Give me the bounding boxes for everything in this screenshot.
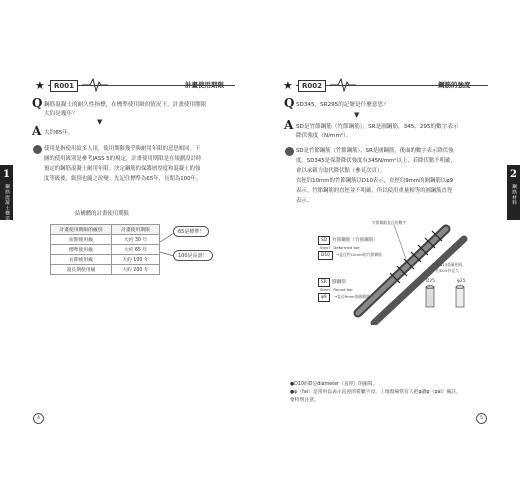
table-header-row	[51, 225, 160, 235]
page-number: 4	[33, 413, 44, 424]
table-header: 計畫使用期限的級別	[51, 225, 112, 235]
lesson-tag: R002	[298, 80, 326, 92]
table-cell: 超長期使用級	[51, 265, 112, 275]
chapter-side-tab	[507, 165, 520, 220]
chapter-number: 1	[3, 169, 10, 180]
lesson-tag: R001	[50, 80, 78, 92]
paragraph-line-5: 表示。竹節鋼筋的直徑並不明確，所以使用重量相等的圓鋼筋直徑	[296, 188, 453, 194]
sd-label: 竹節鋼筋（竹節鋼筋）	[332, 238, 378, 243]
phi9-label-box: φ9	[318, 293, 330, 302]
right-note-line-2: 但D15外徑大	[436, 268, 459, 273]
question-line-1: 鋼筋混凝土的耐久性指標，在標準使用級的情況下，計畫使用期限	[44, 102, 207, 108]
page-number: 5	[476, 413, 487, 424]
bullet-icon	[285, 147, 294, 156]
paragraph-line-1: SD是竹節鋼筋（竹節鋼筋），SR是圓鋼筋，後面的數字表示降伏強	[296, 148, 454, 154]
right-note-line-1: 與φ15重量相同，	[436, 262, 467, 267]
paragraph-line-6: 表示。	[296, 198, 313, 204]
question-line-2: 大約是幾年？	[44, 111, 78, 117]
chapter-number: 2	[510, 169, 517, 180]
star-icon: ★	[283, 79, 293, 92]
bar-cross-sections	[426, 286, 464, 308]
question-mark: Q	[284, 96, 295, 110]
table-header: 計畫使用期限	[112, 225, 160, 235]
table-row	[51, 255, 160, 265]
sr-label-box: SR	[318, 278, 330, 287]
answer-mark: A	[284, 118, 294, 132]
answer-mark: A	[32, 124, 42, 138]
table-row	[51, 265, 160, 275]
d10-description: →直徑約10mm的竹節鋼筋	[336, 252, 382, 257]
paragraph-line-2: 度。SD345是保證降伏強度有345N/mm²以上，若降伏點不明確，	[296, 158, 456, 164]
table-cell: 大約 200 年	[112, 265, 160, 275]
sd-label-box: SD	[318, 236, 330, 245]
paragraph-line-1: 使用是指使用給多人用，使用期限幾乎與耐用年限的意思相同。下	[44, 146, 201, 152]
figure-top-note: 竹節鋼筋直徑的數字	[372, 220, 407, 225]
chapter-side-tab	[0, 165, 13, 220]
answer-line-1: SD是竹節鋼筋（竹節鋼筋），SR是圓鋼筋，345、295的數字表示	[296, 124, 459, 130]
chapter-label: 鋼筋材料	[511, 184, 516, 206]
paragraph-line-4: 直徑約10mm的竹節鋼筋以D10表示，直徑約9mm的圓鋼筋以φ9	[296, 178, 454, 184]
d10-label-box: D10	[318, 251, 333, 260]
pulse-icon	[330, 78, 356, 92]
pulse-icon	[82, 78, 108, 92]
answer-text: 大約65年。	[44, 130, 74, 136]
table-cell: 大約 65 年	[112, 245, 160, 255]
sr-english: Steel：Round bar	[320, 287, 353, 292]
footnote-2: ●φ（fai）是常用以表示直徑的希臘字母，工地現場常有人把φ讀φ（pai）備註，	[290, 390, 461, 395]
paragraph-line-4: 度等級後，級別也隨之改變。先記住標準為65年，長期為100年。	[44, 176, 202, 182]
bullet-icon	[33, 145, 42, 154]
question-text: SD345、SR295的記號是什麼意思？	[296, 102, 389, 108]
chapter-label: 鋼筋混凝土構造	[4, 184, 9, 222]
question-mark: Q	[32, 96, 43, 110]
paragraph-line-3: 預定的鋼筋混凝土耐用年限。決定鋼筋的保護層厚度和混凝土的強	[44, 166, 201, 172]
table-cell: 標準使用級	[51, 245, 112, 255]
callout-standard: 65是標準！	[173, 226, 209, 237]
table-cell: 大約 30 年	[112, 235, 160, 245]
footnote-3: 要特別注意。	[290, 398, 319, 403]
table-cell: 大約 100 年	[112, 255, 160, 265]
sr-label: 圓鋼筋	[332, 280, 346, 285]
footnote-1: ●D10的D是diameter（直徑）的縮寫。	[290, 382, 378, 387]
table-row	[51, 245, 160, 255]
table-row	[51, 235, 160, 245]
table-caption: 結構體的計畫使用期限	[75, 211, 129, 217]
phi9-description: →直徑9mm的圓鋼筋	[334, 294, 370, 299]
callout-long-life: 100是長壽！	[173, 250, 213, 261]
phi25-label: φ25	[457, 279, 466, 284]
answer-line-2: 降伏強度（N/mm²）。	[296, 133, 352, 139]
table-cell: 長期使用級	[51, 255, 112, 265]
sd-english: Steel：Deformed bar	[320, 245, 360, 250]
down-arrow-icon: ▼	[97, 118, 103, 126]
down-arrow-icon: ▼	[354, 111, 360, 119]
d25-label: D25	[426, 279, 435, 284]
section-title: 計畫使用期限	[185, 81, 224, 89]
table-cell: 短期使用級	[51, 235, 112, 245]
lifespan-table	[50, 224, 160, 275]
paragraph-line-3: 會以承載力取代降伏點（參見次頁）。	[296, 168, 385, 174]
section-title: 鋼筋的強度	[438, 81, 471, 89]
paragraph-line-2: 圖的使用級別是參考JASS 5的規定，計畫使用期限是在規劃設計時	[44, 156, 202, 162]
star-icon: ★	[35, 79, 45, 92]
